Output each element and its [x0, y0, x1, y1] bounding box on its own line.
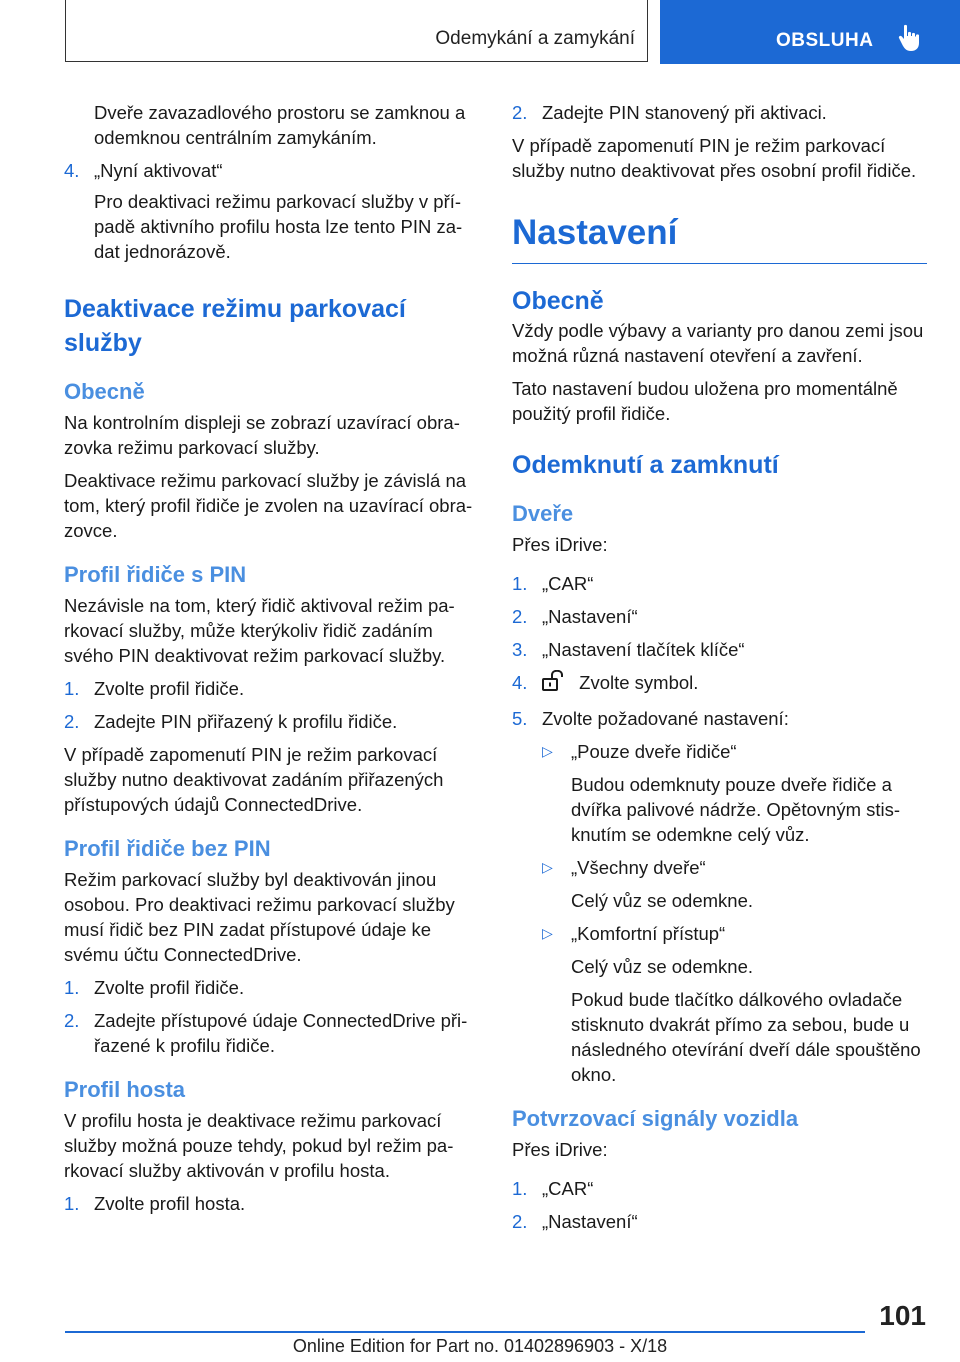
list-item	[512, 637, 927, 662]
list-item	[512, 571, 927, 596]
section-heading: Deaktivace režimu parkovací služby	[64, 295, 406, 357]
list-item	[512, 1209, 927, 1234]
chapter-label: OBSLUHA	[776, 30, 874, 51]
list-item	[64, 1008, 479, 1058]
footer-edition-text: Online Edition for Part no. 01402896903 - X/18	[292, 1336, 668, 1356]
pointing-hand-icon	[898, 24, 924, 57]
sub-list-item	[512, 855, 927, 880]
list-number: 1.	[512, 1178, 528, 1200]
list-number: 2.	[512, 102, 528, 123]
list-item-text: Zvolte profil hosta.	[94, 1193, 246, 1214]
list-item	[512, 670, 927, 698]
paragraph: Celý vůz se odemkne.	[571, 890, 754, 912]
subsection-heading: Profil hosta	[64, 1077, 186, 1102]
list-item	[64, 1191, 479, 1216]
subsection-heading: Potvrzovací signály vozidla	[512, 1106, 799, 1132]
list-item	[512, 604, 927, 629]
section-title: Odemykání a zamykání	[435, 28, 635, 49]
paragraph: Nezávisle na tom, který řidič aktivoval režim pa-rkovací služby, může kterýkoliv řidič zadáním svého PIN deaktivovat režim parkovací služby.	[64, 595, 455, 666]
list-item-text: Zadejte PIN přiřazený k profilu řidiče.	[94, 711, 398, 732]
paragraph: Vždy podle výbavy a varianty pro danou zemi jsou možná různá nastavení otevření a zavření.	[512, 320, 924, 366]
list-item-text: Zvolte profil řidiče.	[94, 678, 245, 699]
sub-list-item	[512, 739, 927, 764]
paragraph: Pro deaktivaci režimu parkovací služby v pří-padě aktivního profilu hosta lze tento PIN za-dat jednorázově.	[94, 191, 463, 262]
subsection-heading: Profil řidiče bez PIN	[64, 836, 271, 861]
paragraph: Přes iDrive:	[512, 1139, 608, 1161]
right-column	[512, 100, 927, 1242]
paragraph: V případě zapomenutí PIN je režim parkovací služby nutno deaktivovat zadáním přiřazených přístupových údajů ConnectedDrive.	[64, 744, 444, 815]
header-section-tab	[65, 0, 648, 62]
list-number: 4.	[64, 160, 80, 181]
chapter-tab	[660, 0, 960, 64]
sub-list-item-text: „Pouze dveře řidiče“	[571, 741, 737, 763]
sub-list-item-text: „Všechny dveře“	[571, 857, 706, 879]
subsection-heading: Profil řidiče s PIN	[64, 562, 247, 587]
paragraph: Deaktivace režimu parkovací služby je závislá na tom, který profil řidiče je zvolen na uzavírací obra-zovce.	[64, 470, 473, 541]
list-item-text: „Nastavení“	[542, 1211, 638, 1233]
paragraph: V případě zapomenutí PIN je režim parkovací služby nutno deaktivovat přes osobní profil řidiče.	[512, 135, 917, 181]
list-item	[512, 1176, 927, 1201]
list-number: 2.	[512, 606, 528, 627]
list-item	[512, 706, 927, 731]
list-number: 1.	[512, 573, 528, 594]
list-item	[64, 709, 479, 734]
sub-list-item-text: „Komfortní přístup“	[571, 923, 726, 945]
list-item-text: „Nastavení tlačítek klíče“	[542, 639, 745, 660]
paragraph: Režim parkovací služby byl deaktivován jinou osobou. Pro deaktivaci režimu parkovací služby musí řidič bez PIN zadat přístupové údaje ke svému účtu ConnectedDrive.	[64, 869, 455, 965]
list-item-text: „CAR“	[542, 1178, 594, 1200]
paragraph: Pokud bude tlačítko dálkového ovladače stisknuto dvakrát přímo za sebou, bude u následného otevírání dveří dále spouštěno okno.	[571, 989, 921, 1086]
list-item-text: Zadejte přístupové údaje ConnectedDrive při-řazené k profilu řidiče.	[94, 1010, 468, 1056]
footer-divider	[65, 1331, 865, 1333]
list-item-text: Zvolte profil řidiče.	[94, 977, 245, 998]
list-number: 2.	[512, 1211, 528, 1233]
list-item-text: Zvolte požadované nastavení:	[542, 708, 789, 730]
unlocked-padlock-icon	[542, 670, 566, 698]
subsection-heading: Dveře	[512, 501, 574, 526]
list-item-text: Zvolte symbol.	[579, 672, 699, 693]
section-heading: Obecně	[512, 287, 604, 315]
paragraph: Přes iDrive:	[512, 534, 608, 555]
paragraph: Tato nastavení budou uložena pro momentálně použitý profil řidiče.	[512, 378, 898, 424]
paragraph: Na kontrolním displeji se zobrazí uzavírací obra-zovka režimu parkovací služby.	[64, 412, 460, 458]
paragraph: Celý vůz se odemkne.	[571, 956, 754, 978]
list-number: 1.	[64, 1193, 80, 1214]
paragraph: Budou odemknuty pouze dveře řidiče a dvířka palivové nádrže. Opětovným stis-knutím se odemkne celý vůz.	[571, 774, 901, 846]
list-item	[64, 975, 479, 1000]
triangle-bullet-icon: ▷	[542, 859, 553, 876]
list-number: 4.	[512, 672, 528, 693]
list-number: 2.	[64, 1010, 80, 1031]
paragraph: Dveře zavazadlového prostoru se zamknou a odemknou centrálním zamykáním.	[94, 102, 466, 148]
list-number: 2.	[64, 711, 80, 732]
paragraph: V profilu hosta je deaktivace režimu parkovací služby možná pouze tehdy, pokud byl režim pa-rkovací služby aktivován v profilu hosta.	[64, 1110, 454, 1181]
list-item	[64, 676, 479, 701]
subsection-heading: Obecně	[64, 379, 145, 404]
page-number: 101	[879, 1300, 926, 1331]
list-number: 5.	[512, 708, 528, 730]
list-number: 3.	[512, 639, 528, 660]
left-column	[64, 100, 479, 1224]
list-number: 1.	[64, 977, 80, 998]
list-item	[512, 100, 927, 125]
triangle-bullet-icon: ▷	[542, 743, 553, 760]
list-item-text: „Nastavení“	[542, 606, 638, 627]
list-item-text: Zadejte PIN stanovený při aktivaci.	[542, 102, 827, 123]
section-heading: Odemknutí a zamknutí	[512, 451, 779, 479]
list-item-text: „CAR“	[542, 573, 594, 594]
list-number: 1.	[64, 678, 80, 699]
list-item	[64, 158, 479, 183]
triangle-bullet-icon: ▷	[542, 925, 553, 942]
list-item-text: „Nyní aktivovat“	[94, 160, 223, 181]
sub-list-item	[512, 921, 927, 946]
chapter-heading: Nastavení	[512, 213, 927, 264]
